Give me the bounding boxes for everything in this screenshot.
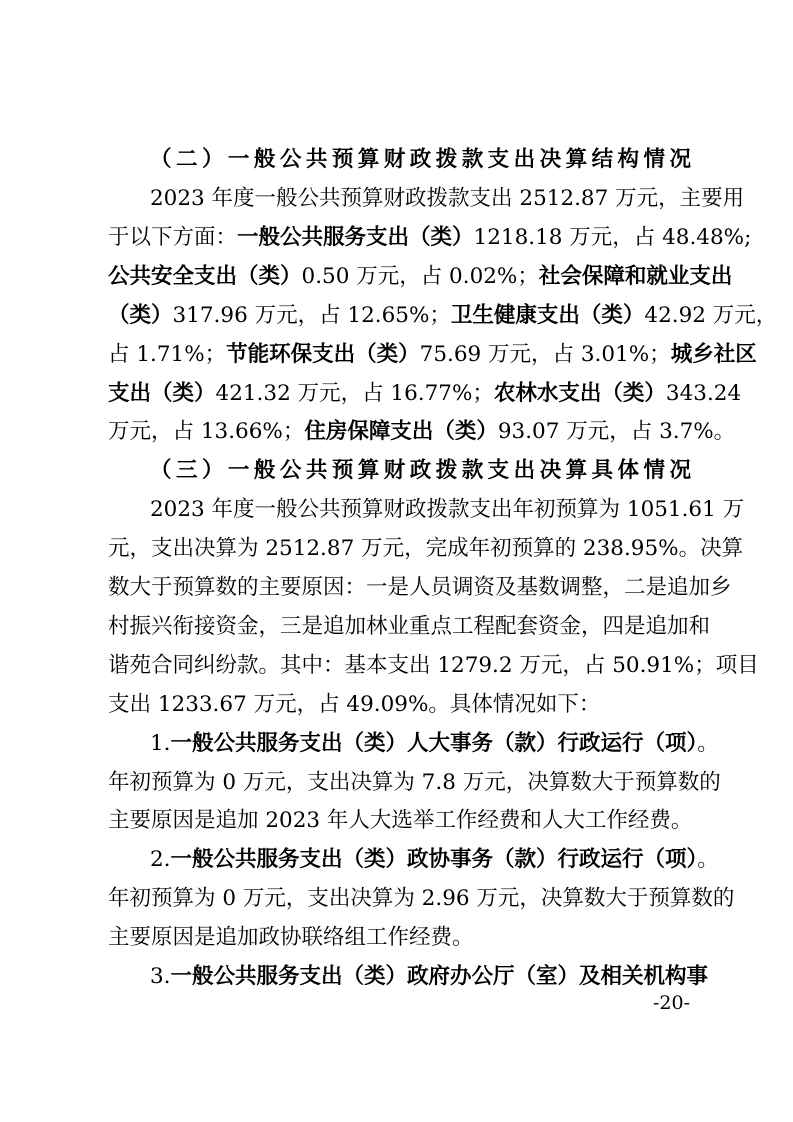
text-segment: 2023 年度一般公共预算财政拨款支出年初预算为 1051.61 万 bbox=[150, 497, 745, 522]
text-line bbox=[150, 959, 709, 995]
text-segment: 1218.18 万元，占 48.48%; bbox=[473, 225, 752, 250]
text-line bbox=[108, 609, 711, 645]
text-line bbox=[108, 570, 732, 606]
bold-text: 农林水支出（类） bbox=[493, 381, 666, 406]
text-segment: 42.92 万元， bbox=[644, 303, 778, 328]
text-segment: 年初预算为 0 万元，支出决算为 2.96 万元，决算数大于预算数的 bbox=[108, 886, 735, 911]
text-segment: 。 bbox=[697, 847, 719, 872]
text-line bbox=[150, 453, 691, 489]
text-line bbox=[108, 803, 691, 839]
bold-text: 住房保障支出（类） bbox=[304, 419, 498, 444]
text-segment: 万元，占 13.66%； bbox=[108, 419, 305, 444]
text-line bbox=[108, 376, 742, 412]
text-segment: 占 1.71%； bbox=[108, 342, 227, 367]
bold-text: 一般公共服务支出（类）人大事务（款）行政运行（项） bbox=[170, 731, 698, 756]
page-number: -20- bbox=[652, 992, 690, 1014]
bold-text: 节能环保支出（类） bbox=[226, 342, 420, 367]
bold-text: 卫生健康支出（类） bbox=[450, 303, 645, 328]
text-segment: 主要原因是追加 2023 年人大选举工作经费和人大工作经费。 bbox=[108, 808, 693, 833]
text-segment: 2023 年度一般公共预算财政拨款支出 2512.87 万元，主要用 bbox=[150, 186, 745, 211]
text-segment: 谐苑合同纠纷款。其中：基本支出 1279.2 万元，占 50.91%；项目 bbox=[108, 653, 759, 678]
text-segment: 支出 1233.67 万元，占 49.09%。具体情况如下： bbox=[108, 692, 601, 717]
bold-text: 一般公共服务支出（类） bbox=[237, 225, 474, 250]
bold-text: 支出（类） bbox=[108, 381, 216, 406]
text-line bbox=[108, 687, 691, 723]
text-segment: 1. bbox=[150, 731, 171, 756]
text-line bbox=[108, 920, 691, 956]
text-line bbox=[108, 881, 735, 917]
text-segment: 于以下方面： bbox=[108, 225, 238, 250]
text-segment: 343.24 bbox=[665, 381, 742, 406]
text-segment: 2. bbox=[150, 847, 171, 872]
text-line bbox=[108, 531, 744, 567]
text-line bbox=[108, 220, 752, 256]
text-line bbox=[108, 414, 736, 450]
text-segment: 317.96 万元，占 12.65%； bbox=[172, 303, 451, 328]
text-line bbox=[108, 298, 778, 334]
text-line bbox=[150, 492, 745, 528]
text-line bbox=[150, 842, 719, 878]
bold-text: 公共安全支出（类） bbox=[108, 264, 302, 289]
bold-text: （二）一般公共预算财政拨款支出决算结构情况 bbox=[150, 147, 691, 172]
text-line bbox=[108, 765, 721, 801]
text-segment: 村振兴衔接资金，三是追加林业重点工程配套资金，四是追加和 bbox=[108, 614, 711, 639]
text-segment: 数大于预算数的主要原因：一是人员调资及基数调整，二是追加乡 bbox=[108, 575, 732, 600]
bold-text: （类） bbox=[108, 303, 173, 328]
text-segment: 。 bbox=[697, 731, 719, 756]
bold-text: （三）一般公共预算财政拨款支出决算具体情况 bbox=[150, 458, 691, 483]
text-segment: 主要原因是追加政协联络组工作经费。 bbox=[108, 925, 474, 950]
text-line bbox=[150, 142, 691, 178]
text-line bbox=[108, 337, 757, 373]
text-segment: 3. bbox=[150, 964, 171, 989]
text-segment: 421.32 万元，占 16.77%； bbox=[215, 381, 494, 406]
text-segment: 0.50 万元，占 0.02%； bbox=[301, 264, 539, 289]
text-segment: 年初预算为 0 万元，支出决算为 7.8 万元，决算数大于预算数的 bbox=[108, 770, 721, 795]
bold-text: 一般公共服务支出（类）政府办公厅（室）及相关机构事 bbox=[170, 964, 709, 989]
text-line bbox=[108, 648, 759, 684]
text-line bbox=[150, 726, 719, 762]
text-segment: 93.07 万元，占 3.7%。 bbox=[497, 419, 736, 444]
bold-text: 一般公共服务支出（类）政协事务（款）行政运行（项） bbox=[170, 847, 698, 872]
bold-text: 社会保障和就业支出 bbox=[538, 264, 733, 289]
text-segment: 元，支出决算为 2512.87 万元，完成年初预算的 238.95%。决算 bbox=[108, 536, 744, 561]
text-line bbox=[108, 259, 733, 295]
text-line bbox=[150, 181, 745, 217]
text-segment: 75.69 万元，占 3.01%； bbox=[419, 342, 671, 367]
bold-text: 城乡社区 bbox=[670, 342, 757, 367]
